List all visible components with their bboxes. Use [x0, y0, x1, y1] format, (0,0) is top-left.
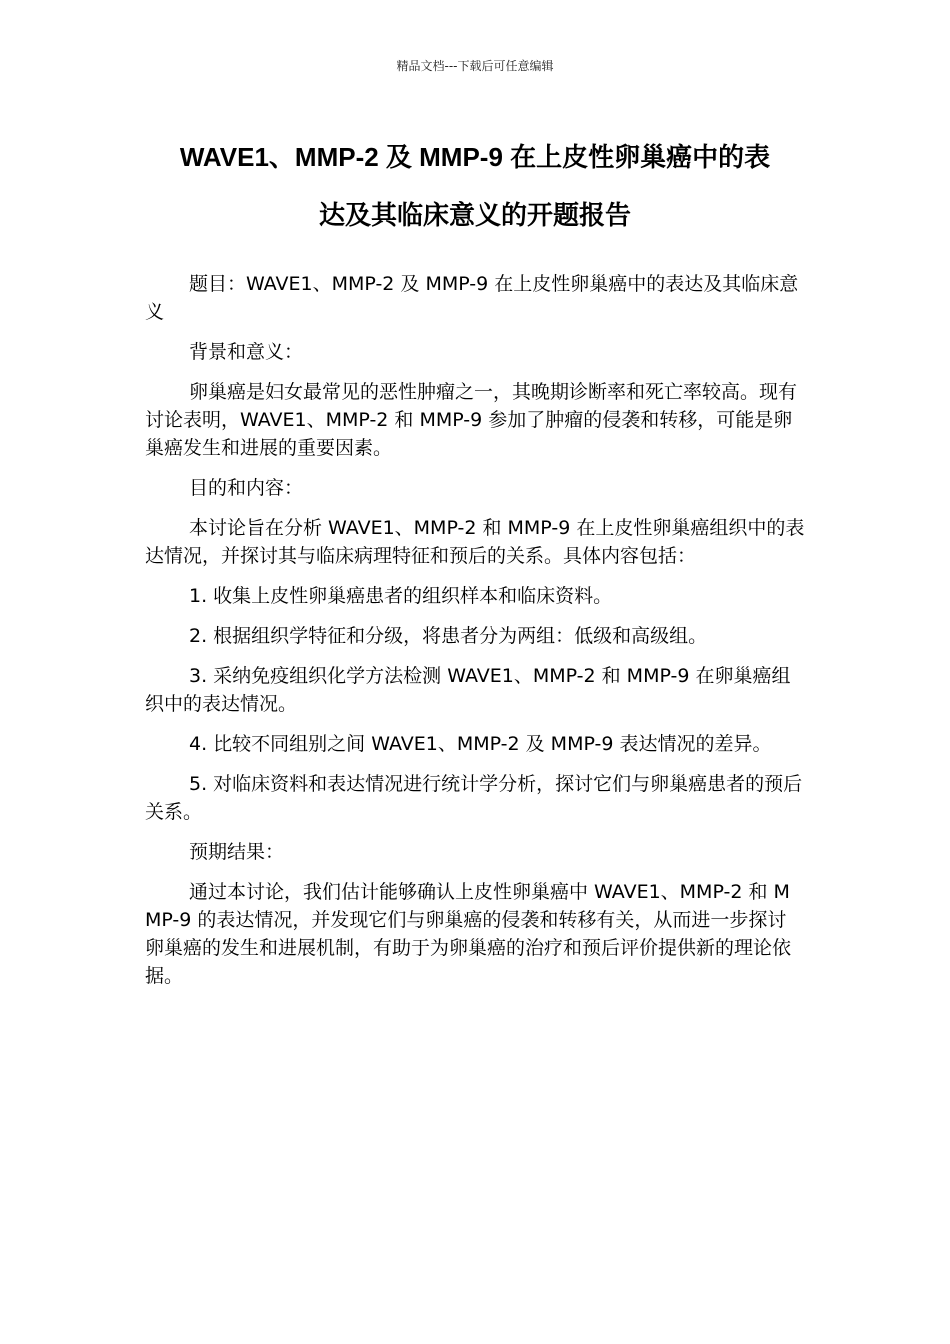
content-list-item: 4. 比较不同组别之间 WAVE1、MMP-2 及 MMP-9 表达情况的差异。: [189, 733, 772, 755]
purpose-heading: 目的和内容：: [189, 477, 304, 499]
background-paragraph: 卵巢癌是妇女最常见的恶性肿瘤之一，其晚期诊断率和死亡率较高。现有讨论表明，WAVE1、MMP-2 和 MMP-9 参加了肿瘤的侵袭和转移，可能是卵巢癌发生和进展的重要因素。: [145, 381, 798, 459]
purpose-paragraph: 本讨论旨在分析 WAVE1、MMP-2 和 MMP-9 在上皮性卵巢癌组织中的表达情况，并探讨其与临床病理特征和预后的关系。具体内容包括：: [145, 517, 805, 567]
page-header-note: 精品文档---下载后可任意编辑: [396, 59, 554, 73]
background-heading: 背景和意义：: [189, 341, 304, 363]
document-title-line-2: 达及其临床意义的开题报告: [318, 200, 631, 230]
document-title: [145, 128, 805, 244]
content-list-item: 2. 根据组织学特征和分级，将患者分为两组：低级和高级组。: [189, 625, 708, 647]
expected-results-heading: 预期结果：: [189, 841, 285, 863]
content-list-item: 1. 收集上皮性卵巢癌患者的组织样本和临床资料。: [189, 585, 613, 607]
expected-results-paragraph: 通过本讨论，我们估计能够确认上皮性卵巢癌中 WAVE1、MMP-2 和 MMP-9 的表达情况，并发现它们与卵巢癌的侵袭和转移有关，从而进一步探讨卵巢癌的发生和进展机制，有助于为卵巢癌的治疗和预后评价提供新的理论依据。: [145, 881, 792, 987]
content-list-item: 5. 对临床资料和表达情况进行统计学分析，探讨它们与卵巢癌患者的预后关系。: [145, 773, 803, 823]
document-title-line-1: WAVE1、MMP-2 及 MMP-9 在上皮性卵巢癌中的表: [179, 142, 771, 172]
document-body: [145, 270, 805, 1002]
topic-paragraph: 题目：WAVE1、MMP-2 及 MMP-9 在上皮性卵巢癌中的表达及其临床意义: [145, 273, 799, 323]
content-list-item: 3. 采纳免疫组织化学方法检测 WAVE1、MMP-2 和 MMP-9 在卵巢癌组织中的表达情况。: [145, 665, 791, 715]
